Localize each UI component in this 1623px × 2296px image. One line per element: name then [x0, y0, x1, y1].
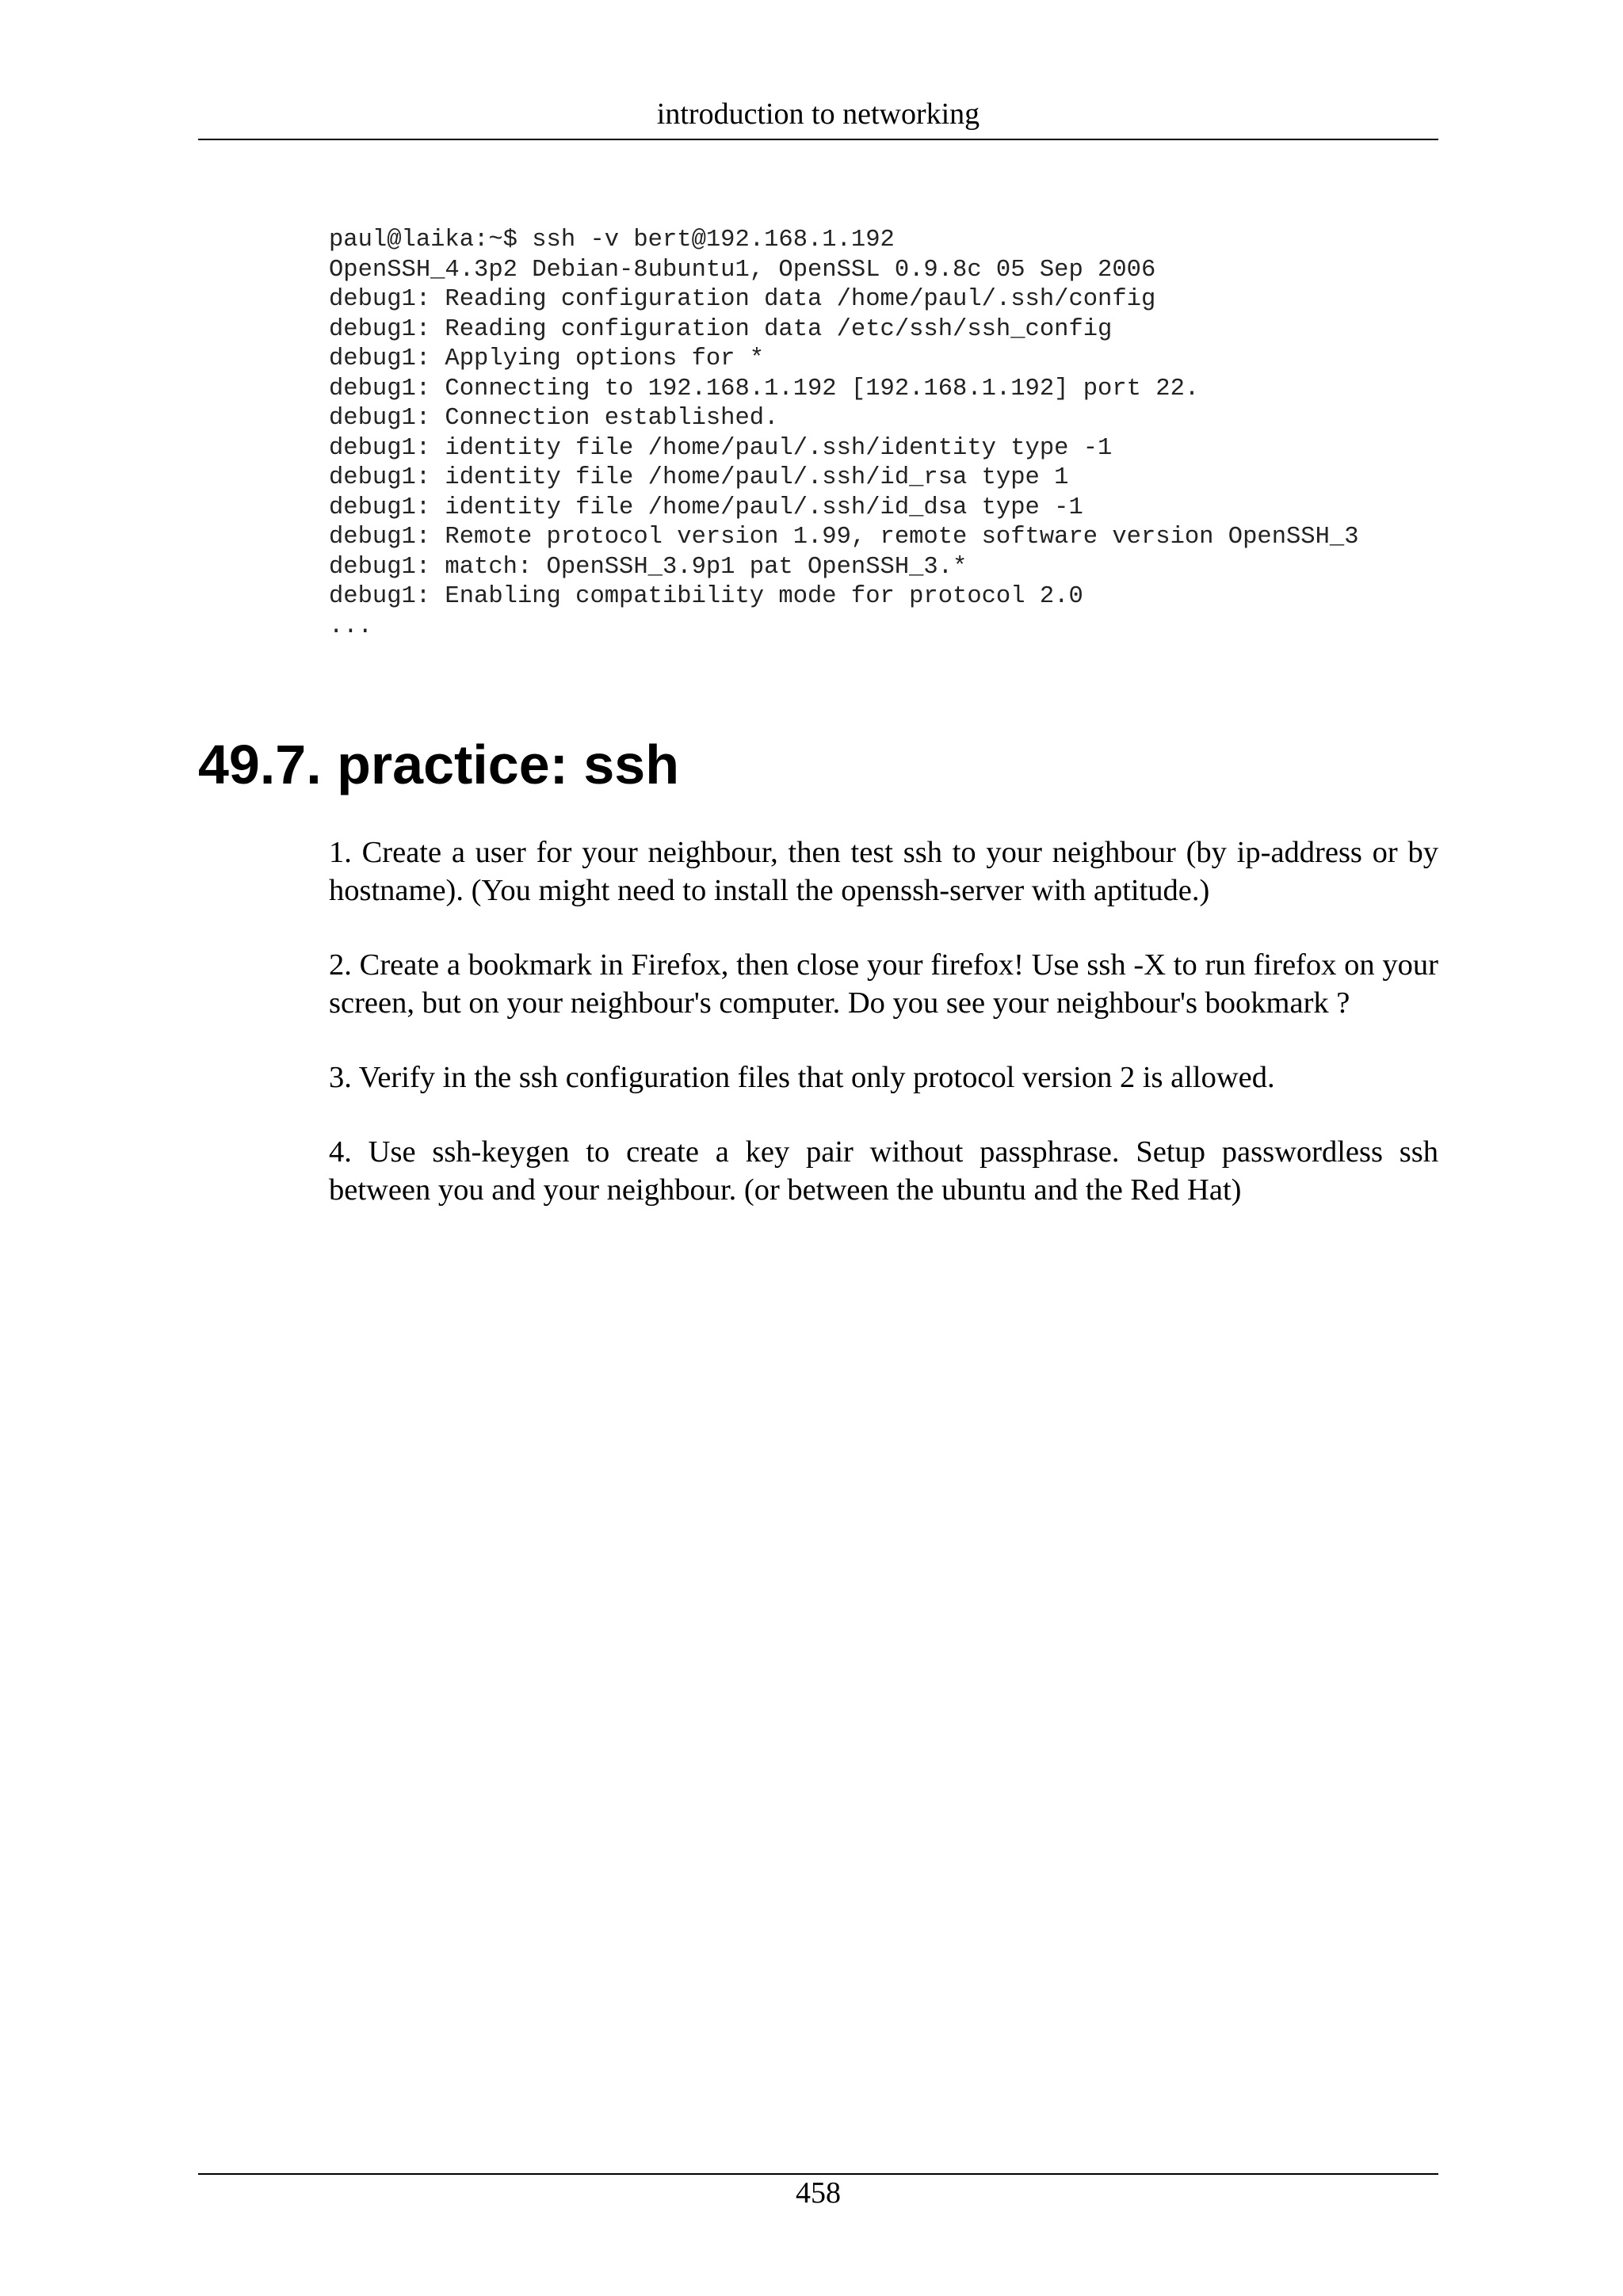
code-line: debug1: identity file /home/paul/.ssh/id_rsa type 1 [329, 464, 1069, 491]
terminal-code-block [329, 226, 1438, 642]
code-line: debug1: Enabling compatibility mode for protocol 2.0 [329, 583, 1083, 610]
code-line: debug1: identity file /home/paul/.ssh/id_dsa type -1 [329, 494, 1083, 521]
code-line: debug1: identity file /home/paul/.ssh/identity type -1 [329, 434, 1113, 462]
running-header: introduction to networking [656, 97, 980, 131]
code-line: paul@laika:~$ ssh -v bert@192.168.1.192 [329, 227, 895, 254]
exercise-item-3: 3. Verify in the ssh configuration files that only protocol version 2 is allowed. [329, 1061, 1275, 1094]
exercise-item-2: 2. Create a bookmark in Firefox, then close your firefox! Use ssh -X to run firefox on your screen, but on your neighbour's computer. Do you see your neighbour's bookmark ? [329, 948, 1438, 1020]
exercise-item-4: 4. Use ssh-keygen to create a key pair without passphrase. Setup passwordless ssh between you and your neighbour. (or between the ubuntu and the Red Hat) [329, 1135, 1438, 1207]
code-line: debug1: Applying options for * [329, 345, 765, 372]
code-line: ... [329, 612, 372, 640]
code-line: debug1: Connecting to 192.168.1.192 [192.168.1.192] port 22. [329, 375, 1200, 402]
page-number: 458 [796, 2176, 841, 2210]
code-line: OpenSSH_4.3p2 Debian-8ubuntu1, OpenSSL 0.9.8c 05 Sep 2006 [329, 256, 1156, 284]
code-line: debug1: Connection established. [329, 405, 779, 432]
exercise-item-1: 1. Create a user for your neighbour, then test ssh to your neighbour (by ip-address or by hostname). (You might need to install the openssh-server with aptitude.) [329, 836, 1438, 907]
code-line: debug1: Reading configuration data /etc/ssh/ssh_config [329, 315, 1113, 343]
code-line: debug1: Remote protocol version 1.99, remote software version OpenSSH_3 [329, 524, 1359, 551]
section-title: 49.7. practice: ssh [198, 734, 679, 795]
code-line: debug1: match: OpenSSH_3.9p1 pat OpenSSH_3.* [329, 553, 968, 581]
code-line: debug1: Reading configuration data /home/paul/.ssh/config [329, 286, 1156, 313]
header-rule [198, 139, 1438, 140]
exercise-list [329, 833, 1438, 1245]
